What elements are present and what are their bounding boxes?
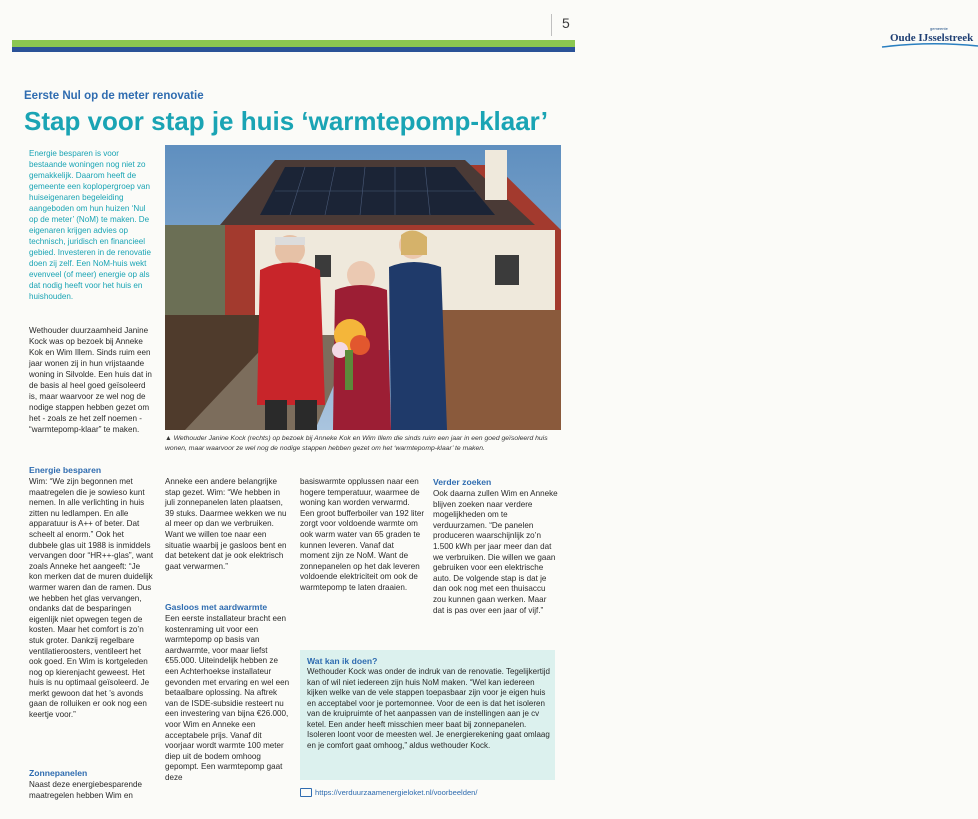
heading-energie-besparen: Energie besparen <box>29 465 102 475</box>
article-intro: Energie besparen is voor bestaande woningen nog niet zo gemakkelijk. Daarom heeft de gemeente een koplopergroep van huiseigenaren begeleiding aangeboden om hun huizen ‘Nul op de meter’ (NoM) te maken. De eigenaren krijgen advies op technisch, juridisch en financieel gebied. Investeren in de renovatie doen zij zelf. Een NoM-huis wekt evenveel (of meer) energie op als dat nodig heeft voor het huis en huishouden. <box>29 149 151 301</box>
photo-caption: ▲ Wethouder Janine Kock (rechts) op bezoek bij Anneke Kok en Wim Illem die sinds ruim een jaar in een goed geïsoleerd huis wonen, maar waarvoor ze wel nog de nodige stappen hebben gezet om het ‘warmtepomp-klaar’ te maken. <box>165 435 548 452</box>
photo-illustration <box>165 145 561 430</box>
article-headline: Stap voor stap je huis ‘warmtepomp-klaar’ <box>24 106 548 136</box>
page-number: 5 <box>562 15 570 31</box>
web-link-url[interactable]: https://verduurzaamenergieloket.nl/voorbeelden/ <box>315 788 478 797</box>
heading-gasloos: Gasloos met aardwarmte <box>165 602 268 612</box>
article-kicker: Eerste Nul op de meter renovatie <box>24 90 204 102</box>
article-photo <box>165 145 561 430</box>
col3-paragraph-1: basiswarmte opplussen naar een hogere temperatuur, waarmee de woning kan worden verwarmd. Een groot bufferboiler van 192 liter zorgt voor voldoende warmte om ook warm water van 65 graden te kunnen leveren. Vanaf dat moment zijn ze NoM. Want de zonnepanelen op het dak leveren voldoende elektriciteit om ook de warmtepomp te laten draaien. <box>300 477 425 592</box>
logo-name: Oude IJsselstreek <box>890 32 974 44</box>
col1-paragraph-1: Wethouder duurzaamheid Janine Kock was op bezoek bij Anneke Kok en Wim Illem. Sinds ruim een jaar wonen zij in hun vrijstaande woning in Silvolde. Een huis dat in de basis al heel goed geïsoleerd is, maar waarvoor ze wel nog de nodige stappen hebben gezet om het - zoals ze het zelf noemen - “warmtepomp-klaar” te maken. <box>29 326 152 434</box>
col2-paragraph-1: Anneke een andere belangrijke stap gezet. Wim: “We hebben in juli zonnepanelen laten plaatsen, 39 stuks. Daarmee wekken we nu al meer op dan we verbruiken. Want we willen toe naar een situatie waarbij je gasloos bent en dat betekent dat je ook elektrisch gaat verwarmen.” <box>165 477 287 571</box>
heading-verder-zoeken: Verder zoeken <box>433 477 492 487</box>
col4-paragraph-1: Ook daarna zullen Wim en Anneke blijven zoeken naar verdere mogelijkheden om te verduurzamen. “De panelen produceren waarschijnlijk zo’n 1.500 kWh per jaar meer dan dat we verbruiken. Die willen we gaan gebruiken voor een elektrische auto. De volgende stap is dat je dan ook nog met een thuisaccu zou kunnen gaan werken. Maar dat is pas over een jaar of vijf.” <box>433 489 558 615</box>
header-divider <box>551 14 552 36</box>
info-box-title: Wat kan ik doen? <box>307 656 378 666</box>
logo-small-label: gemeente <box>930 26 948 31</box>
heading-zonnepanelen: Zonnepanelen <box>29 768 88 778</box>
computer-icon <box>300 788 312 797</box>
logo-swoosh-icon <box>882 43 978 49</box>
col2-paragraph-2: Een eerste installateur bracht een kostenraming uit voor een warmtepomp op basis van aardwarmte, voor maar liefst €55.000. Uiteindelijk hebben ze een Achterhoekse installateur gevonden met ervaring en wel een betaalbare oplossing. Na aftrek van de ISDE-subsidie resteert nu een investering van bijna €26.000, voor Wim en Anneke een acceptabele prijs. Vanaf dit voorjaar wordt warmte 100 meter diep uit de bodem omhoog gepompt. Een warmtepomp gaat deze <box>165 614 290 782</box>
col1-paragraph-2: Wim: “We zijn begonnen met maatregelen die je sowieso kunt nemen. In alle verlichting in huis zitten nu ledlampen. En alle apparatuur is A++ of beter. Dat scheelt al enorm.” Ook het dubbele glas uit 1988 is inmiddels vervangen door “HR++-glas”, want zoals Anneke het aangeeft: “Je kon merken dat de muren duidelijk warmer waren dan de ramen. Dus we hebben het glas vervangen, ondanks dat de besparingen eigenlijk niet opwegen tegen de kosten. Maar het comfort is zo’n stuk groter. Dankzij regelbare ventilatieroosters, ventileert het ook goed. En Wim is kortgeleden nog op kierenjacht geweest. Het huis is nu optimaal geïsoleerd. Je merkt gewoon dat het ’s avonds gaan de rolluiken er ook nog een keertje voor.” <box>29 477 154 720</box>
web-link[interactable] <box>300 788 478 798</box>
masthead <box>0 0 974 60</box>
blue-band <box>12 47 575 52</box>
info-box-text: Wethouder Kock was onder de indruk van de renovatie. Tegelijkertijd kan of wil niet iedereen zijn huis NoM maken. “Wel kan iedereen kijken welke van de vele stappen toepasbaar zijn voor je eigen huis en acceptabel voor je portemonnee. Voor de een is dat het isoleren van de kruipruimte of het aanpassen van de instellingen aan je cv ketel. Een ander heeft misschien meer baat bij zonnepanelen. Isoleren loont voor de meesten wel. Je energierekening gaat omlaag en je comfort gaat omhoog,” aldus wethouder Kock. <box>307 667 550 750</box>
col1-paragraph-3: Naast deze energiebesparende maatregelen hebben Wim en <box>29 780 142 800</box>
green-band <box>12 40 575 47</box>
